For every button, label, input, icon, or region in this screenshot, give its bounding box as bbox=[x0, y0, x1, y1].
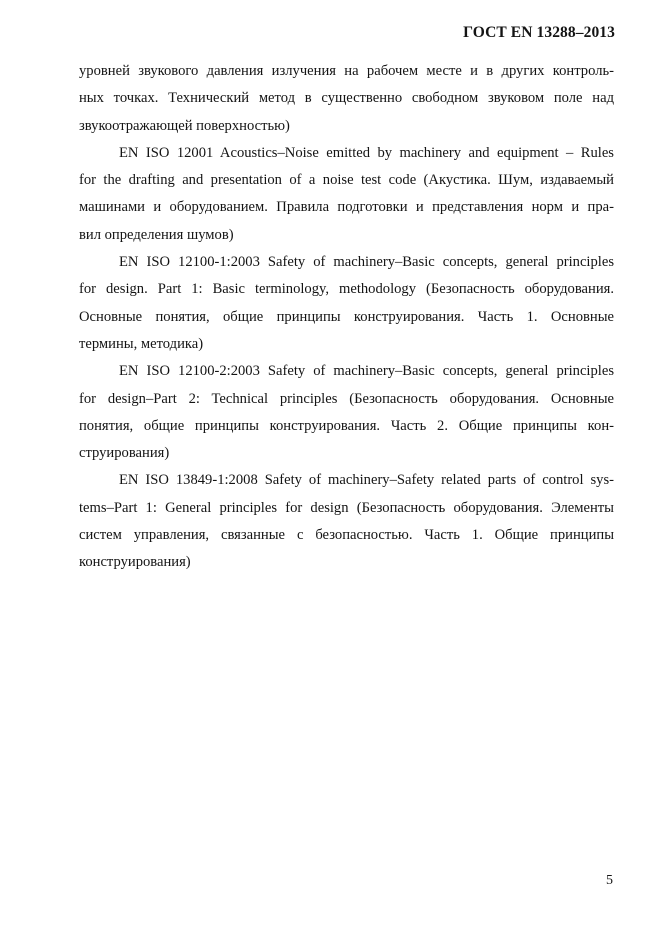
references-list bbox=[79, 58, 614, 577]
text-line: струирования) bbox=[79, 445, 170, 462]
text-line: конструирования) bbox=[79, 554, 191, 571]
reference-en-iso-12001 bbox=[79, 140, 614, 249]
text-line: EN ISO 12100-2:2003 Safety of machinery–Basic concepts, general principles bbox=[119, 363, 614, 380]
text-line: tems–Part 1: General principles for design (Безопасность оборудования. Элементы bbox=[79, 499, 614, 516]
text-line: for design–Part 2: Technical principles (Безопасность оборудования. Основные bbox=[79, 390, 614, 407]
text-line: ных точках. Технический метод в существенно свободном звуковом поле над bbox=[79, 90, 614, 107]
text-line: for design. Part 1: Basic terminology, methodology (Безопасность оборудования. bbox=[79, 281, 614, 298]
text-line: вил определения шумов) bbox=[79, 226, 234, 243]
reference-paragraph-continuation bbox=[79, 58, 614, 140]
text-line: EN ISO 13849-1:2008 Safety of machinery–Safety related parts of control sys- bbox=[119, 472, 614, 489]
text-line: уровней звукового давления излучения на рабочем месте и в других контроль- bbox=[79, 63, 614, 79]
reference-en-iso-13849-1 bbox=[79, 467, 614, 576]
text-line: машинами и оборудованием. Правила подготовки и представления норм и пра- bbox=[79, 199, 614, 216]
reference-en-iso-12100-1 bbox=[79, 249, 614, 358]
text-line: понятия, общие принципы конструирования. Часть 2. Общие принципы кон- bbox=[79, 417, 614, 434]
text-line: термины, методика) bbox=[79, 335, 204, 352]
standard-header: ГОСТ EN 13288–2013 bbox=[463, 24, 615, 41]
text-line: for the drafting and presentation of a noise test code (Акустика. Шум, издаваемый bbox=[79, 172, 614, 189]
page-number: 5 bbox=[606, 873, 613, 888]
text-line: EN ISO 12100-1:2003 Safety of machinery–Basic concepts, general principles bbox=[119, 254, 614, 271]
text-line: Основные понятия, общие принципы конструирования. Часть 1. Основные bbox=[79, 308, 614, 325]
reference-en-iso-12100-2 bbox=[79, 358, 614, 467]
text-line: EN ISO 12001 Acoustics–Noise emitted by machinery and equipment – Rules bbox=[119, 144, 614, 161]
text-line: систем управления, связанные с безопасностью. Часть 1. Общие принципы bbox=[79, 527, 614, 544]
text-line: звукоотражающей поверхностью) bbox=[79, 117, 290, 134]
